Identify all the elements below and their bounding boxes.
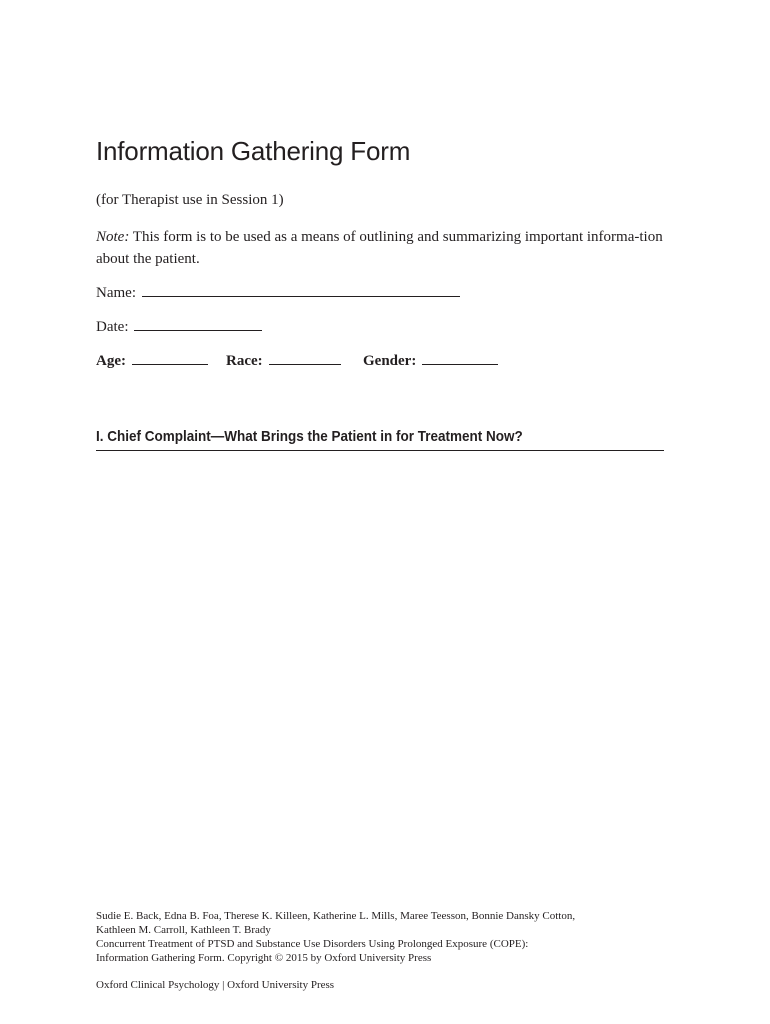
form-subtitle: (for Therapist use in Session 1) [96, 192, 284, 208]
demographics-row [96, 350, 516, 370]
gender-field [363, 350, 498, 370]
section-divider [96, 450, 664, 451]
form-note [96, 226, 676, 270]
form-title: Information Gathering Form [96, 136, 411, 166]
credits-line: Kathleen M. Carroll, Kathleen T. Brady [96, 924, 271, 936]
footer-publisher: Oxford Clinical Psychology | Oxford University Press [96, 979, 335, 991]
gender-blank[interactable] [422, 350, 498, 365]
chief-complaint-answer-area[interactable] [96, 456, 664, 896]
name-field-row [96, 282, 460, 302]
race-field [226, 350, 341, 370]
race-label: Race: [226, 353, 263, 369]
age-blank[interactable] [132, 350, 208, 365]
date-field-row [96, 316, 262, 336]
credits-line: Sudie E. Back, Edna B. Foa, Therese K. Killeen, Katherine L. Mills, Maree Teesson, Bonnie Dansky Cotton, [96, 910, 576, 922]
section-heading-chief-complaint: I. Chief Complaint—What Brings the Patient in for Treatment Now? [96, 428, 523, 445]
age-label: Age: [96, 353, 126, 369]
race-blank[interactable] [269, 350, 341, 365]
age-field [96, 350, 208, 370]
name-label: Name: [96, 285, 136, 301]
date-blank[interactable] [134, 316, 262, 331]
note-text: This form is to be used as a means of outlining and summarizing important informa-tion about the patient. [96, 229, 663, 267]
credits-line: Information Gathering Form. Copyright © 2015 by Oxford University Press [96, 952, 432, 964]
gender-label: Gender: [363, 353, 417, 369]
credits-line: Concurrent Treatment of PTSD and Substance Use Disorders Using Prolonged Exposure (COPE): [96, 938, 529, 950]
note-label: Note: [96, 229, 130, 245]
date-label: Date: [96, 319, 129, 335]
name-blank[interactable] [142, 282, 460, 297]
footer-credits [96, 909, 575, 965]
